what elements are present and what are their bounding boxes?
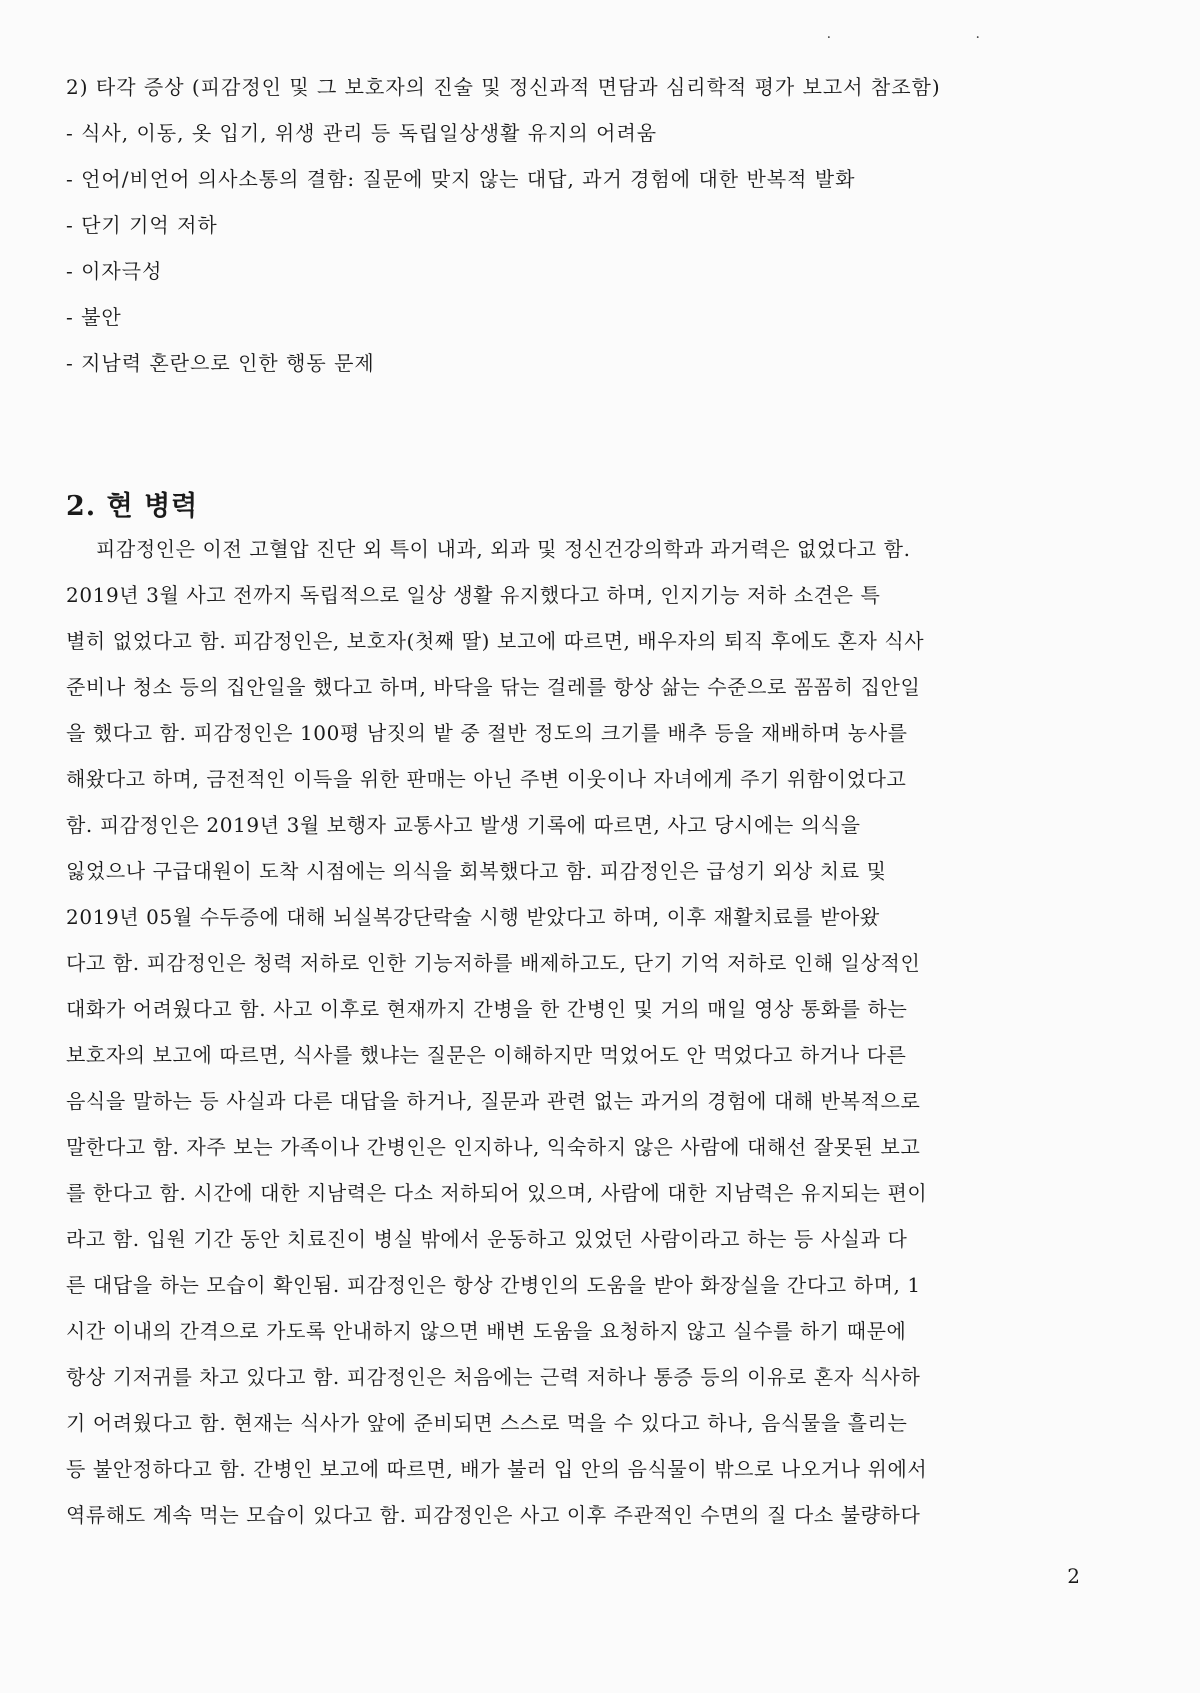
body-line: 항상 기저귀를 차고 있다고 함. 피감정인은 처음에는 근력 저하나 통증 등의 이유로 혼자 식사하 (66, 1365, 921, 1389)
history-body (66, 526, 1080, 1538)
body-line: 등 불안정하다고 함. 간병인 보고에 따르면, 배가 불러 입 안의 음식물이 밖으로 나오거나 위에서 (66, 1457, 928, 1481)
symptom-item: - 불안 (66, 305, 122, 329)
symptom-section (66, 64, 1146, 386)
symptom-item: - 지남력 혼란으로 인한 행동 문제 (66, 351, 375, 375)
body-line: 대화가 어려웠다고 함. 사고 이후로 현재까지 간병을 한 간병인 및 거의 매일 영상 통화를 하는 (66, 997, 908, 1021)
body-line: 라고 함. 입원 기간 동안 치료진이 병실 밖에서 운동하고 있었던 사람이라고 하는 등 사실과 다 (66, 1227, 908, 1251)
symptom-item: - 언어/비언어 의사소통의 결함: 질문에 맞지 않는 대답, 과거 경험에 대한 반복적 발화 (66, 167, 856, 191)
scan-dots: . . (826, 26, 1050, 42)
body-line: 말한다고 함. 자주 보는 가족이나 간병인은 인지하나, 익숙하지 않은 사람에 대해선 잘못된 보고 (66, 1135, 921, 1159)
symptom-item: - 단기 기억 저하 (66, 213, 218, 237)
section-title: 2. 현 병력 (66, 491, 199, 522)
body-line: 2019년 05월 수두증에 대해 뇌실복강단락술 시행 받았다고 하며, 이후 재활치료를 받아왔 (66, 905, 880, 929)
body-line: 잃었으나 구급대원이 도착 시점에는 의식을 회복했다고 함. 피감정인은 급성기 외상 치료 및 (66, 859, 887, 883)
body-line: 2019년 3월 사고 전까지 독립적으로 일상 생활 유지했다고 하며, 인지기능 저하 소견은 특 (66, 583, 881, 607)
body-line: 해왔다고 하며, 금전적인 이득을 위한 판매는 아닌 주변 이웃이나 자녀에게 주기 위함이었다고 (66, 767, 907, 791)
body-line: 기 어려웠다고 함. 현재는 식사가 앞에 준비되면 스스로 먹을 수 있다고 하나, 음식물을 흘리는 (66, 1411, 908, 1435)
body-line: 를 한다고 함. 시간에 대한 지남력은 다소 저하되어 있으며, 사람에 대한 지남력은 유지되는 편이 (66, 1181, 928, 1205)
symptom-item: - 이자극성 (66, 259, 163, 283)
body-line: 피감정인은 이전 고혈압 진단 외 특이 내과, 외과 및 정신건강의학과 과거력은 없었다고 함. (96, 537, 911, 561)
symptom-heading: 2) 타각 증상 (피감정인 및 그 보호자의 진술 및 정신과적 면담과 심리학적 평가 보고서 참조함) (66, 75, 941, 99)
body-line: 음식을 말하는 등 사실과 다른 대답을 하거나, 질문과 관련 없는 과거의 경험에 대해 반복적으로 (66, 1089, 921, 1113)
body-line: 른 대답을 하는 모습이 확인됨. 피감정인은 항상 간병인의 도움을 받아 화장실을 간다고 하며, 1 (66, 1273, 921, 1297)
body-line: 역류해도 계속 먹는 모습이 있다고 함. 피감정인은 사고 이후 주관적인 수면의 질 다소 불량하다 (66, 1503, 921, 1527)
body-line: 보호자의 보고에 따르면, 식사를 했냐는 질문은 이해하지만 먹었어도 안 먹었다고 하거나 다른 (66, 1043, 907, 1067)
body-line: 별히 없었다고 함. 피감정인은, 보호자(첫째 딸) 보고에 따르면, 배우자의 퇴직 후에도 혼자 식사 (66, 629, 925, 653)
body-line: 함. 피감정인은 2019년 3월 보행자 교통사고 발생 기록에 따르면, 사고 당시에는 의식을 (66, 813, 861, 837)
body-line: 시간 이내의 간격으로 가도록 안내하지 않으면 배변 도움을 요청하지 않고 실수를 하기 때문에 (66, 1319, 907, 1343)
body-line: 을 했다고 함. 피감정인은 100평 남짓의 밭 중 절반 정도의 크기를 배추 등을 재배하며 농사를 (66, 721, 908, 745)
page-number: 2 (1067, 1564, 1080, 1588)
symptom-item: - 식사, 이동, 옷 입기, 위생 관리 등 독립일상생활 유지의 어려움 (66, 121, 658, 145)
body-line: 다고 함. 피감정인은 청력 저하로 인한 기능저하를 배제하고도, 단기 기억 저하로 인해 일상적인 (66, 951, 921, 975)
body-line: 준비나 청소 등의 집안일을 했다고 하며, 바닥을 닦는 걸레를 항상 삶는 수준으로 꼼꼼히 집안일 (66, 675, 921, 699)
